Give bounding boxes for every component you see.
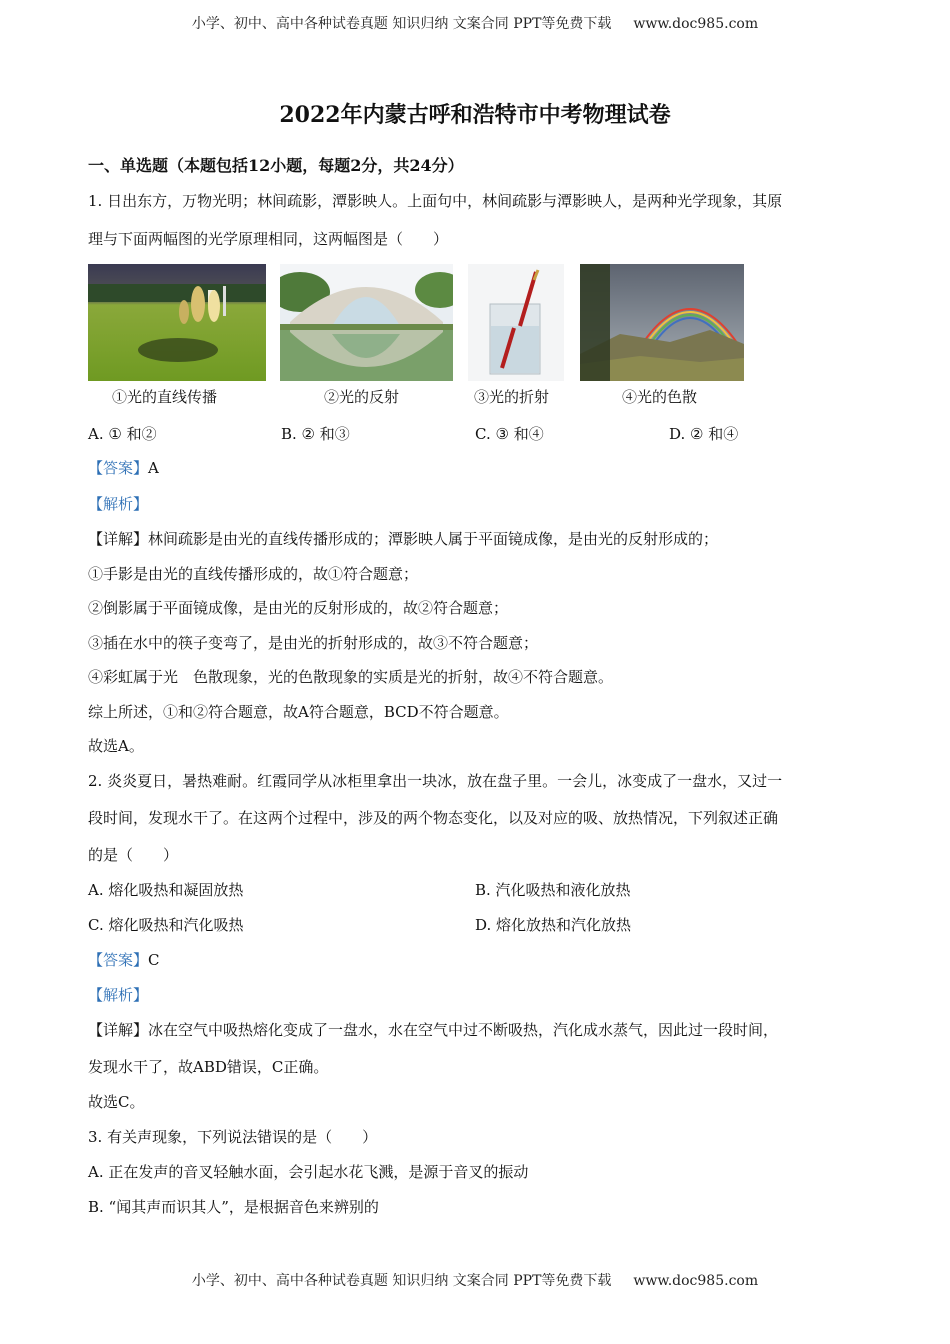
footer-text: 小学、初中、高中各种试卷真题 知识归纳 文案合同 PPT等免费下载 (191, 1273, 612, 1289)
q2-option-b: B. 汽化吸热和液化放热 (475, 881, 631, 899)
q2-option-c: C. 熔化吸热和汽化吸热 (88, 916, 244, 934)
rainbow-photo (580, 264, 744, 381)
q2-stem-line1: 2. 炎炎夏日，暑热难耐。红霞同学从冰柜里拿出一块冰，放在盘子里。一会儿，冰变成了一盘水，又过一 (88, 772, 783, 790)
shadow-photo (88, 264, 266, 381)
q2-conclusion: 故选C。 (88, 1093, 145, 1111)
answer-value: C (148, 951, 160, 969)
q1-stem-line1: 1. 日出东方，万物光明；林间疏影，潭影映人。上面句中，林间疏影与潭影映人，是两种光学现象，其原 (88, 192, 783, 210)
q1-option-d: D. ② 和④ (669, 425, 739, 443)
q2-stem-line2: 段时间，发现水干了。在这两个过程中，涉及的两个物态变化，以及对应的吸、放热情况，下列叙述正确 (88, 809, 779, 827)
caption-4: ④光的色散 (622, 388, 698, 406)
q3-option-b: B. “闻其声而识其人”，是根据音色来辨别的 (88, 1198, 379, 1216)
q1-analysis-line: ①手影是由光的直线传播形成的，故①符合题意； (88, 565, 419, 583)
q1-analysis-tag: 【解析】 (88, 495, 149, 513)
q1-analysis-line: ②倒影属于平面镜成像，是由光的反射形成的，故②符合题意； (88, 599, 509, 617)
q2-analysis-tag: 【解析】 (88, 986, 149, 1004)
q2-detail-line2: 发现水干了，故ABD错误，C正确。 (88, 1058, 329, 1076)
q1-analysis-line: ④彩虹属于光 色散现象，光的色散现象的实质是光的折射，故④不符合题意。 (88, 668, 614, 686)
header-site[interactable]: www.doc985.com (633, 16, 759, 32)
q2-detail (88, 1019, 778, 1040)
caption-3: ③光的折射 (474, 388, 550, 406)
detail-tag: 【详解】 (88, 530, 149, 548)
section-heading: 一、单选题（本题包括12小题，每题2分，共24分） (88, 156, 464, 175)
q1-answer (88, 457, 159, 478)
page-footer (0, 1270, 950, 1290)
q3-stem: 3. 有关声现象，下列说法错误的是（ ） (88, 1128, 378, 1146)
q3-option-a: A. 正在发声的音叉轻触水面，会引起水花飞溅，是源于音叉的振动 (88, 1163, 529, 1181)
bridge-photo (280, 264, 453, 381)
q1-analysis-line: ③插在水中的筷子变弯了，是由光的折射形成的，故③不符合题意； (88, 634, 539, 652)
q2-option-d: D. 熔化放热和汽化放热 (475, 916, 632, 934)
q1-detail (88, 528, 718, 549)
q2-stem-line3: 的是（ ） (88, 846, 179, 864)
answer-tag: 【答案】 (88, 951, 149, 969)
q1-conclusion: 故选A。 (88, 737, 144, 755)
q2-answer (88, 949, 160, 970)
q1-stem-line2: 理与下面两幅图的光学原理相同，这两幅图是（ ） (88, 230, 449, 248)
detail-tag: 【详解】 (88, 1021, 149, 1039)
q1-option-b: B. ② 和③ (281, 425, 350, 443)
caption-2: ②光的反射 (324, 388, 400, 406)
caption-1: ①光的直线传播 (112, 388, 218, 406)
answer-value: A (148, 459, 159, 477)
page-header (0, 13, 950, 33)
q1-analysis-line: 综上所述，①和②符合题意，故A符合题意，BCD不符合题意。 (88, 703, 509, 721)
page-title: 2022年内蒙古呼和浩特市中考物理试卷 (279, 102, 671, 128)
footer-site[interactable]: www.doc985.com (633, 1273, 759, 1289)
detail-text: 冰在空气中吸热熔化变成了一盘水，水在空气中过不断吸热，汽化成水蒸气，因此过一段时间， (148, 1021, 779, 1039)
answer-tag: 【答案】 (88, 459, 149, 477)
glass-photo (468, 264, 564, 381)
detail-text: 林间疏影是由光的直线传播形成的；潭影映人属于平面镜成像，是由光的反射形成的； (148, 530, 719, 548)
q1-option-a: A. ① 和② (88, 425, 157, 443)
header-text: 小学、初中、高中各种试卷真题 知识归纳 文案合同 PPT等免费下载 (191, 16, 612, 32)
q1-option-c: C. ③ 和④ (475, 425, 544, 443)
q2-option-a: A. 熔化吸热和凝固放热 (88, 881, 244, 899)
